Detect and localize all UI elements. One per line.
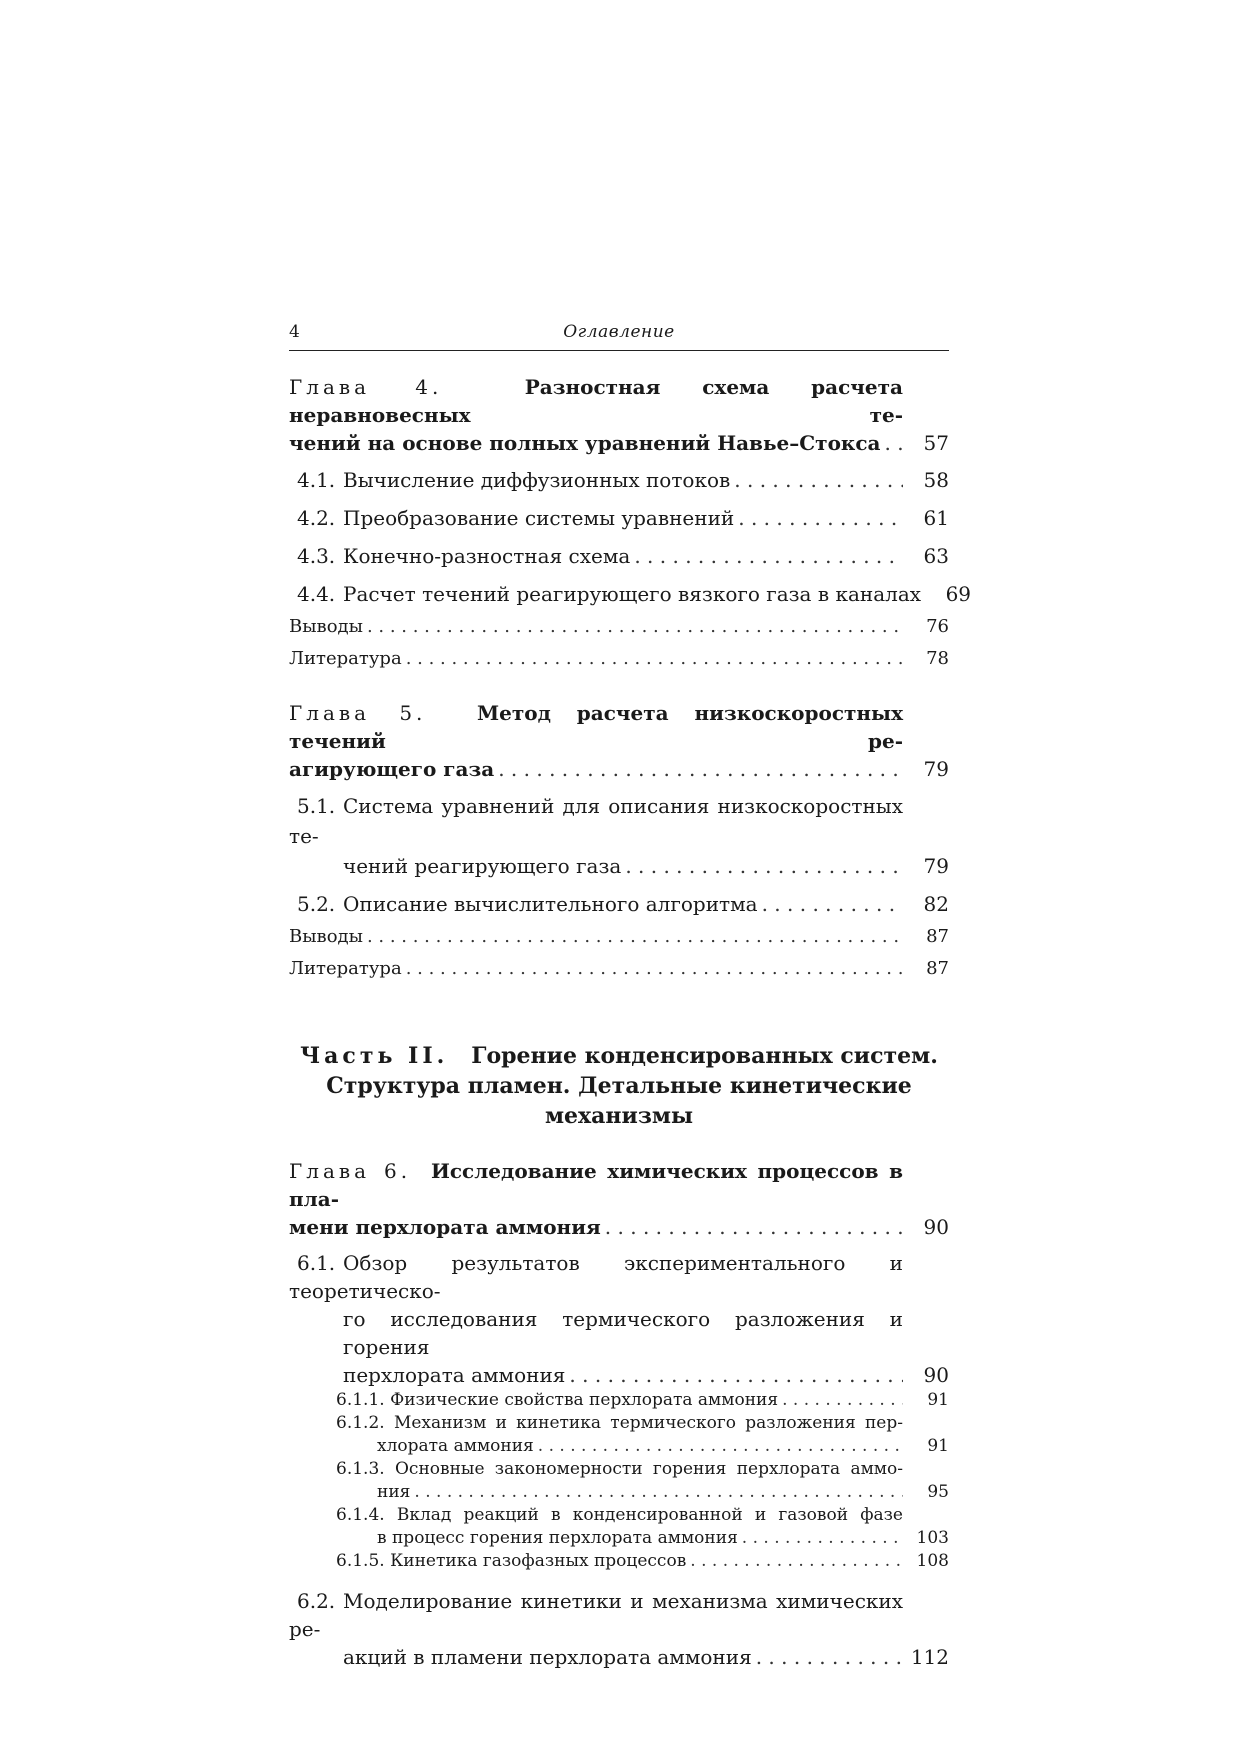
section-title: Расчет течений реагирующего вязкого газа в каналах: [343, 582, 922, 606]
leader-dots: [406, 955, 903, 983]
leader-dots: [742, 1527, 903, 1550]
section-title: Преобразование системы уравнений: [343, 506, 735, 530]
toc-subsection-6-1-5[interactable]: 6.1.5. Кинетика газофазных процессов . . . 108: [289, 1550, 949, 1573]
toc-section-5-2[interactable]: 5.2. Описание вычислительного алгоритма . . . 82: [289, 889, 949, 919]
toc-chapter-6[interactable]: [289, 1157, 949, 1241]
page-ref: 103: [916, 1528, 949, 1548]
page-ref: 91: [927, 1436, 949, 1456]
chapter-title-line2: чений на основе полных уравнений Навье–Стокса: [289, 431, 881, 455]
toc-subsection-6-1-1[interactable]: 6.1.1. Физические свойства перхлората аммония . . . 91: [289, 1389, 949, 1412]
section-title: Конечно-разностная схема: [343, 544, 631, 568]
leader-dots: [634, 541, 903, 571]
chapter-title-line1: Исследование химических процессов в пла-: [289, 1159, 903, 1211]
page-number: 4: [289, 322, 300, 342]
leader-dots: [414, 1481, 903, 1504]
page-ref: 58: [923, 468, 949, 492]
toc-section-5-1[interactable]: 5.1. Система уравнений для описания низкоскоростных те- чений реагирующего газа . . . 79: [289, 791, 949, 881]
page-ref: 90: [923, 1215, 949, 1239]
leader-dots: [738, 503, 903, 533]
running-title: Оглавление: [563, 322, 675, 342]
leader-dots: [782, 1389, 903, 1412]
page-ref: 79: [923, 757, 949, 781]
page-ref: 87: [926, 926, 949, 947]
leader-dots: [569, 1361, 903, 1389]
toc-page: [289, 320, 972, 1671]
toc-subsection-6-1-4[interactable]: 6.1.4. Вклад реакций в конденсированной и газовой фазе в процесс горения перхлората аммония . . . 103: [289, 1504, 949, 1550]
chapter-label: Глава 4.: [289, 375, 443, 399]
chapter-title-line1: Разностная схема расчета неравновесных те-: [289, 375, 904, 427]
part-2-heading: Часть II. Горение конденсированных систем. Структура пламен. Детальные кинетические механизмы: [300, 1043, 938, 1129]
leader-dots: [625, 851, 903, 881]
chapter-label: Глава 6.: [289, 1159, 412, 1183]
toc-subsection-6-1-2[interactable]: 6.1.2. Механизм и кинетика термического разложения пер- хлората аммония . . . 91: [289, 1412, 949, 1458]
leader-dots: [367, 613, 903, 641]
page-ref: 108: [916, 1551, 949, 1571]
page-ref: 61: [923, 506, 949, 530]
toc-subsection-6-1-3[interactable]: 6.1.3. Основные закономерности горения перхлората аммо- ния . . . 95: [289, 1458, 949, 1504]
running-header: [289, 320, 949, 351]
toc-section-4-3[interactable]: 4.3. Конечно-разностная схема . . . 63: [289, 541, 949, 571]
toc-literature-5[interactable]: Литература . . . 87: [289, 955, 949, 983]
leader-dots: [734, 465, 903, 495]
toc-section-4-1[interactable]: 4.1. Вычисление диффузионных потоков . . . 58: [289, 465, 949, 495]
chapter-title-line2: мени перхлората аммония: [289, 1215, 601, 1239]
part-label: Часть II.: [300, 1043, 449, 1069]
page-ref: 90: [923, 1363, 949, 1387]
page-ref: 82: [923, 892, 949, 916]
page-ref: 63: [923, 544, 949, 568]
leader-dots: [762, 889, 903, 919]
page-ref: 76: [926, 616, 949, 637]
leader-dots: [884, 429, 903, 457]
page-ref: 78: [926, 648, 949, 669]
toc-section-6-2[interactable]: 6.2. Моделирование кинетики и механизма химических ре- акций в пламени перхлората аммония . . . 112: [289, 1587, 949, 1671]
leader-dots: [605, 1213, 903, 1241]
page-ref: 57: [923, 431, 949, 455]
leader-dots: [756, 1643, 903, 1671]
leader-dots: [406, 645, 903, 673]
toc-section-4-2[interactable]: 4.2. Преобразование системы уравнений . . . 61: [289, 503, 949, 533]
toc-chapter-5[interactable]: [289, 699, 949, 783]
toc-literature-4[interactable]: Литература . . . 78: [289, 645, 949, 673]
page-ref: 91: [927, 1390, 949, 1410]
page-ref: 69: [945, 582, 972, 606]
chapter-title-line2: агирующего газа: [289, 757, 495, 781]
chapter-label: Глава 5.: [289, 701, 427, 725]
toc-section-6-1[interactable]: 6.1. Обзор результатов экспериментального и теоретическо- го исследования термического разложения и горения перхлората аммония . . . 90: [289, 1249, 949, 1389]
leader-dots: [538, 1435, 903, 1458]
page-ref: 95: [927, 1482, 949, 1502]
leader-dots: [498, 755, 903, 783]
page-ref: 112: [910, 1645, 949, 1669]
toc-section-4-4[interactable]: 4.4. Расчет течений реагирующего вязкого газа в каналах 69: [289, 579, 949, 609]
page-ref: 87: [926, 958, 949, 979]
leader-dots: [367, 923, 903, 951]
toc-conclusions-4[interactable]: Выводы . . . 76: [289, 613, 949, 641]
toc-conclusions-5[interactable]: Выводы . . . 87: [289, 923, 949, 951]
toc-chapter-4[interactable]: [289, 373, 949, 457]
chapter-title-line1: Метод расчета низкоскоростных течений ре-: [289, 701, 903, 753]
section-title: Вычисление диффузионных потоков: [343, 468, 731, 492]
leader-dots: [690, 1550, 903, 1573]
page-ref: 79: [923, 854, 949, 878]
